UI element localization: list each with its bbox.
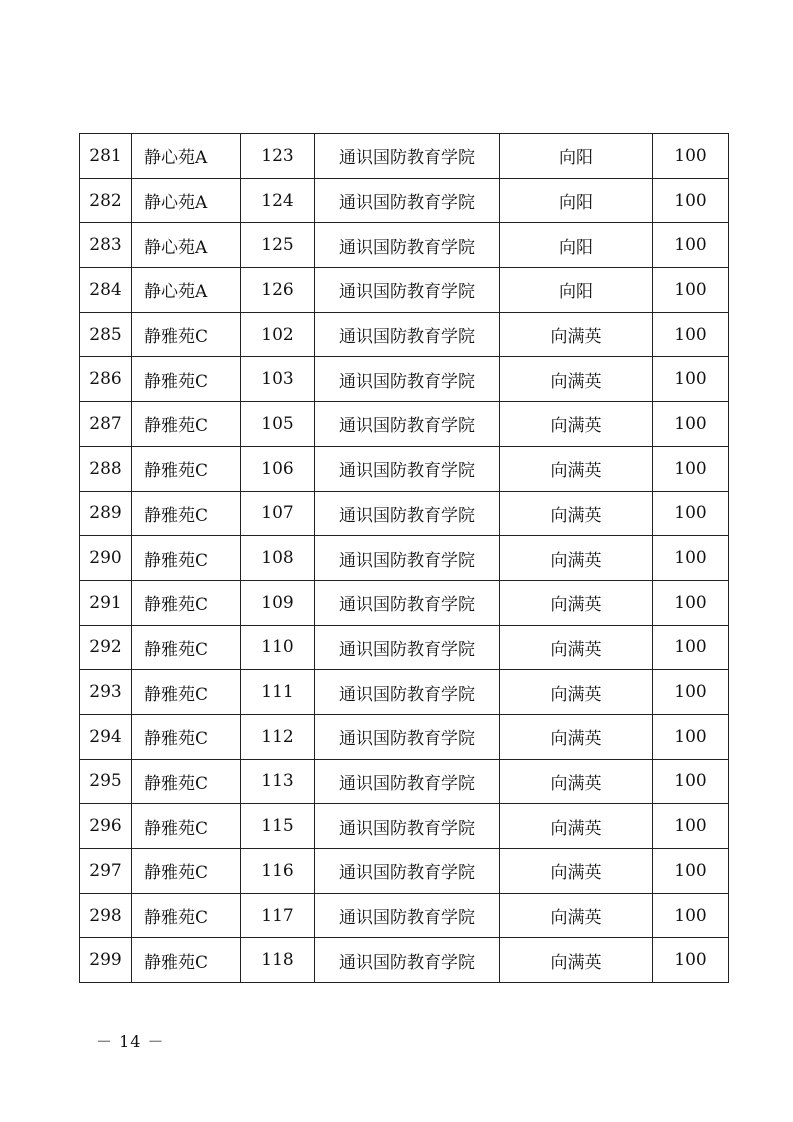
name-cell: 向满英: [500, 357, 653, 402]
score-cell: 100: [653, 178, 729, 223]
college-cell: 通识国防教育学院: [315, 849, 500, 894]
row-number-cell: 286: [80, 357, 132, 402]
score-cell: 100: [653, 357, 729, 402]
row-number-cell: 290: [80, 536, 132, 581]
row-number-cell: 293: [80, 670, 132, 715]
building-cell: 静雅苑C: [132, 312, 241, 357]
table-row: [80, 759, 729, 804]
table-row: [80, 223, 729, 268]
score-cell: 100: [653, 759, 729, 804]
room-cell: 103: [241, 357, 315, 402]
college-cell: 通识国防教育学院: [315, 893, 500, 938]
name-cell: 向满英: [500, 804, 653, 849]
row-number-cell: 285: [80, 312, 132, 357]
table-row: [80, 357, 729, 402]
table-row: [80, 536, 729, 581]
college-cell: 通识国防教育学院: [315, 134, 500, 179]
row-number-cell: 281: [80, 134, 132, 179]
building-cell: 静心苑A: [132, 178, 241, 223]
building-cell: 静雅苑C: [132, 491, 241, 536]
row-number-cell: 289: [80, 491, 132, 536]
table-row: [80, 625, 729, 670]
table-row: [80, 938, 729, 983]
name-cell: 向满英: [500, 670, 653, 715]
building-cell: 静雅苑C: [132, 402, 241, 447]
table-row: [80, 178, 729, 223]
college-cell: 通识国防教育学院: [315, 670, 500, 715]
row-number-cell: 298: [80, 893, 132, 938]
table-body: [80, 134, 729, 983]
score-cell: 100: [653, 491, 729, 536]
name-cell: 向满英: [500, 849, 653, 894]
college-cell: 通识国防教育学院: [315, 625, 500, 670]
name-cell: 向满英: [500, 938, 653, 983]
building-cell: 静雅苑C: [132, 536, 241, 581]
room-cell: 110: [241, 625, 315, 670]
room-cell: 123: [241, 134, 315, 179]
name-cell: 向阳: [500, 134, 653, 179]
college-cell: 通识国防教育学院: [315, 223, 500, 268]
score-cell: 100: [653, 849, 729, 894]
row-number-cell: 292: [80, 625, 132, 670]
row-number-cell: 295: [80, 759, 132, 804]
row-number-cell: 297: [80, 849, 132, 894]
building-cell: 静心苑A: [132, 134, 241, 179]
college-cell: 通识国防教育学院: [315, 714, 500, 759]
name-cell: 向满英: [500, 536, 653, 581]
room-cell: 107: [241, 491, 315, 536]
name-cell: 向满英: [500, 446, 653, 491]
name-cell: 向满英: [500, 580, 653, 625]
row-number-cell: 294: [80, 714, 132, 759]
row-number-cell: 291: [80, 580, 132, 625]
building-cell: 静雅苑C: [132, 625, 241, 670]
table-row: [80, 670, 729, 715]
building-cell: 静雅苑C: [132, 804, 241, 849]
name-cell: 向满英: [500, 714, 653, 759]
table-row: [80, 893, 729, 938]
row-number-cell: 288: [80, 446, 132, 491]
score-cell: 100: [653, 580, 729, 625]
name-cell: 向阳: [500, 268, 653, 313]
college-cell: 通识国防教育学院: [315, 178, 500, 223]
table-row: [80, 268, 729, 313]
room-cell: 102: [241, 312, 315, 357]
building-cell: 静雅苑C: [132, 670, 241, 715]
table-row: [80, 312, 729, 357]
score-cell: 100: [653, 714, 729, 759]
room-cell: 118: [241, 938, 315, 983]
name-cell: 向满英: [500, 625, 653, 670]
table-row: [80, 491, 729, 536]
college-cell: 通识国防教育学院: [315, 312, 500, 357]
table-row: [80, 580, 729, 625]
room-cell: 108: [241, 536, 315, 581]
score-cell: 100: [653, 536, 729, 581]
page-number: － 14 －: [96, 1032, 165, 1051]
building-cell: 静雅苑C: [132, 357, 241, 402]
score-cell: 100: [653, 134, 729, 179]
room-cell: 105: [241, 402, 315, 447]
college-cell: 通识国防教育学院: [315, 268, 500, 313]
score-cell: 100: [653, 804, 729, 849]
score-cell: 100: [653, 446, 729, 491]
college-cell: 通识国防教育学院: [315, 446, 500, 491]
room-cell: 106: [241, 446, 315, 491]
row-number-cell: 299: [80, 938, 132, 983]
name-cell: 向阳: [500, 223, 653, 268]
row-number-cell: 296: [80, 804, 132, 849]
score-cell: 100: [653, 938, 729, 983]
room-cell: 109: [241, 580, 315, 625]
score-cell: 100: [653, 893, 729, 938]
building-cell: 静雅苑C: [132, 893, 241, 938]
room-cell: 124: [241, 178, 315, 223]
college-cell: 通识国防教育学院: [315, 357, 500, 402]
room-cell: 116: [241, 849, 315, 894]
college-cell: 通识国防教育学院: [315, 402, 500, 447]
college-cell: 通识国防教育学院: [315, 804, 500, 849]
name-cell: 向满英: [500, 491, 653, 536]
building-cell: 静雅苑C: [132, 759, 241, 804]
college-cell: 通识国防教育学院: [315, 580, 500, 625]
building-cell: 静心苑A: [132, 223, 241, 268]
row-number-cell: 287: [80, 402, 132, 447]
building-cell: 静雅苑C: [132, 714, 241, 759]
table-row: [80, 402, 729, 447]
college-cell: 通识国防教育学院: [315, 536, 500, 581]
name-cell: 向满英: [500, 312, 653, 357]
building-cell: 静雅苑C: [132, 938, 241, 983]
table-row: [80, 849, 729, 894]
table-row: [80, 804, 729, 849]
college-cell: 通识国防教育学院: [315, 938, 500, 983]
name-cell: 向满英: [500, 893, 653, 938]
name-cell: 向满英: [500, 759, 653, 804]
score-cell: 100: [653, 670, 729, 715]
row-number-cell: 283: [80, 223, 132, 268]
building-cell: 静雅苑C: [132, 580, 241, 625]
room-cell: 117: [241, 893, 315, 938]
score-cell: 100: [653, 268, 729, 313]
room-cell: 125: [241, 223, 315, 268]
table-row: [80, 134, 729, 179]
table-row: [80, 714, 729, 759]
score-cell: 100: [653, 312, 729, 357]
room-cell: 115: [241, 804, 315, 849]
room-cell: 111: [241, 670, 315, 715]
score-cell: 100: [653, 402, 729, 447]
building-cell: 静雅苑C: [132, 849, 241, 894]
room-cell: 112: [241, 714, 315, 759]
college-cell: 通识国防教育学院: [315, 759, 500, 804]
table-row: [80, 446, 729, 491]
college-cell: 通识国防教育学院: [315, 491, 500, 536]
room-cell: 113: [241, 759, 315, 804]
dormitory-score-table: [79, 133, 729, 983]
name-cell: 向阳: [500, 178, 653, 223]
row-number-cell: 284: [80, 268, 132, 313]
room-cell: 126: [241, 268, 315, 313]
row-number-cell: 282: [80, 178, 132, 223]
building-cell: 静雅苑C: [132, 446, 241, 491]
building-cell: 静心苑A: [132, 268, 241, 313]
name-cell: 向满英: [500, 402, 653, 447]
score-cell: 100: [653, 223, 729, 268]
score-cell: 100: [653, 625, 729, 670]
